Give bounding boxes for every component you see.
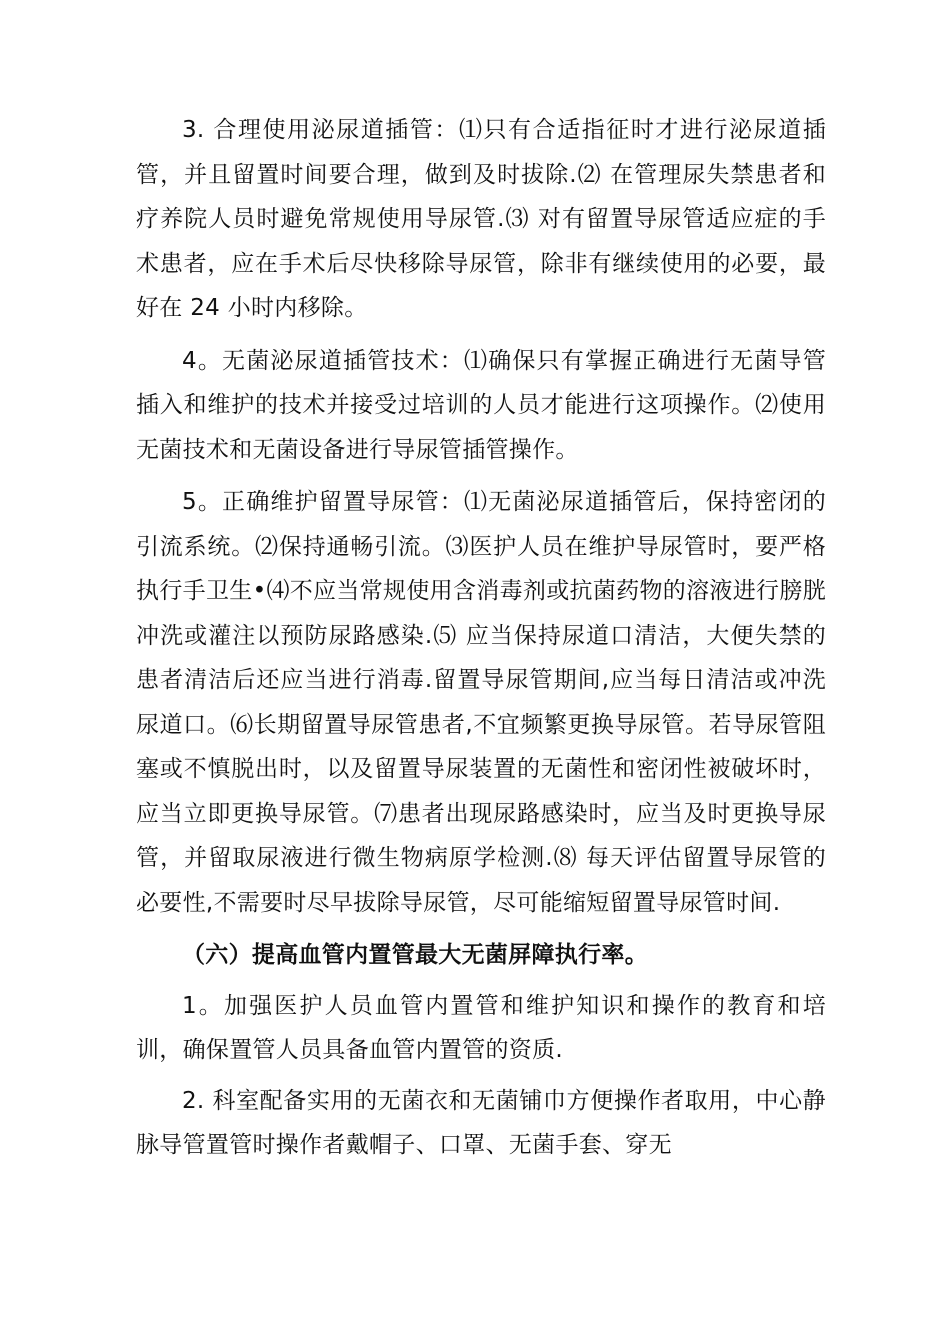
document-body: [136, 108, 826, 1176]
paragraph-item-3: 3. 合理使用泌尿道插管：⑴只有合适指征时才进行泌尿道插管，并且留置时间要合理，做到及时拔除.⑵ 在管理尿失禁患者和疗养院人员时避免常规使用导尿管.⑶ 对有留置导尿管适应症的手术患者，应在手术后尽快移除导尿管，除非有继续使用的必要，最好在 24 小时内移除。: [136, 117, 826, 321]
paragraph-item-5: 5。正确维护留置导尿管：⑴无菌泌尿道插管后，保持密闭的引流系统。⑵保持通畅引流。⑶医护人员在维护导尿管时，要严格执行手卫生•⑷不应当常规使用含消毒剂或抗菌药物的溶液进行膀胱冲洗或灌注以预防尿路感染.⑸ 应当保持尿道口清洁，大便失禁的患者清洁后还应当进行消毒.留置导尿管期间,应当每日清洁或冲洗尿道口。⑹长期留置导尿管患者,不宜频繁更换导尿管。若导尿管阻塞或不慎脱出时，以及留置导尿装置的无菌性和密闭性被破坏时，应当立即更换导尿管。⑺患者出现尿路感染时，应当及时更换导尿管，并留取尿液进行微生物病原学检测.⑻ 每天评估留置导尿管的必要性,不需要时尽早拔除导尿管，尽可能缩短留置导尿管时间.: [136, 489, 826, 916]
section-heading: （六）提高血管内置管最大无菌屏障执行率。: [182, 942, 648, 968]
paragraph-item-4: 4。无菌泌尿道插管技术：⑴确保只有掌握正确进行无菌导管插入和维护的技术并接受过培训的人员才能进行这项操作。⑵使用无菌技术和无菌设备进行导尿管插管操作。: [136, 347, 826, 463]
section-paragraph-2: 2. 科室配备实用的无菌衣和无菌铺巾方便操作者取用，中心静脉导管置管时操作者戴帽子、口罩、无菌手套、穿无: [136, 1087, 826, 1158]
section-paragraph-1: 1。加强医护人员血管内置管和维护知识和操作的教育和培训，确保置管人员具备血管内置管的资质.: [136, 992, 826, 1063]
